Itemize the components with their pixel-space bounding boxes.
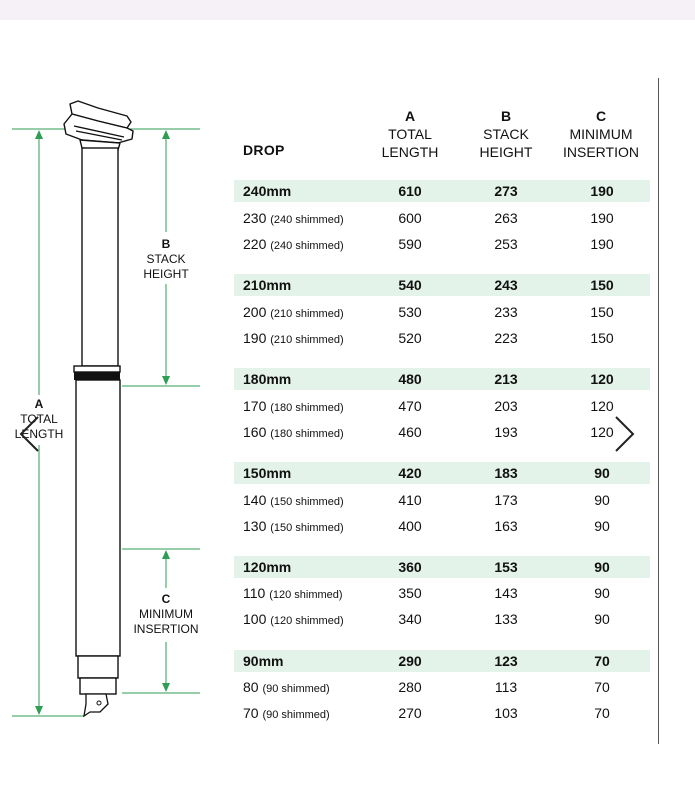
next-button[interactable] <box>610 414 640 454</box>
drop-value: 200 <box>243 304 267 320</box>
minimum-insertion-cell: 190 <box>590 183 614 199</box>
drop-cell <box>243 210 344 228</box>
stack-height-cell: 193 <box>494 424 518 440</box>
table-row <box>234 233 650 255</box>
shim-note: (150 shimmed) <box>270 522 344 534</box>
stack-height-cell: 113 <box>494 679 518 695</box>
stack-height-cell: 173 <box>494 492 518 508</box>
minimum-insertion-cell: 150 <box>590 330 614 346</box>
chevron-right-icon <box>610 414 640 454</box>
total-length-cell: 420 <box>398 465 422 481</box>
drop-cell <box>243 585 343 603</box>
minimum-insertion-label: C MINIMUM INSERTION <box>133 592 199 636</box>
stack-height-header: B STACK HEIGHT <box>479 108 533 160</box>
total-length-cell: 520 <box>398 330 422 346</box>
shim-note: (90 shimmed) <box>262 709 330 721</box>
minimum-insertion-cell: 70 <box>594 705 610 721</box>
total-length-cell: 530 <box>398 304 422 320</box>
table-row <box>234 676 650 698</box>
stack-height-cell: 253 <box>494 236 518 252</box>
minimum-insertion-cell: 90 <box>594 492 610 508</box>
table-row <box>234 702 650 724</box>
drop-value: 240mm <box>243 183 292 199</box>
stack-height-cell: 263 <box>494 210 518 226</box>
minimum-insertion-cell: 90 <box>594 465 610 481</box>
total-length-cell: 460 <box>398 424 422 440</box>
shim-note: (150 shimmed) <box>270 496 344 508</box>
stack-height-cell: 203 <box>494 398 518 414</box>
drop-value: 140 <box>243 492 267 508</box>
table-row <box>234 180 650 202</box>
shim-note: (240 shimmed) <box>270 214 344 226</box>
minimum-insertion-cell: 90 <box>594 559 610 575</box>
table-row <box>234 608 650 630</box>
drop-value: 100 <box>243 611 267 627</box>
total-length-label: A TOTAL LENGTH <box>14 397 64 441</box>
drop-value: 210mm <box>243 277 292 293</box>
total-length-cell: 270 <box>398 705 422 721</box>
minimum-insertion-cell: 70 <box>594 679 610 695</box>
previous-button[interactable] <box>14 414 44 454</box>
drop-value: 70 <box>243 705 259 721</box>
drop-value: 150mm <box>243 465 292 481</box>
minimum-insertion-cell: 70 <box>594 653 610 669</box>
seatpost-diagram <box>0 0 230 805</box>
table-row <box>234 650 650 672</box>
total-length-cell: 280 <box>398 679 422 695</box>
stack-height-cell: 123 <box>494 653 518 669</box>
minimum-insertion-cell: 90 <box>594 611 610 627</box>
drop-cell <box>243 518 344 536</box>
minimum-insertion-cell: 120 <box>590 371 614 387</box>
shim-note: (120 shimmed) <box>269 589 343 601</box>
drop-cell <box>243 236 344 254</box>
drop-value: 220 <box>243 236 267 252</box>
stack-height-label: B STACK HEIGHT <box>143 237 189 281</box>
minimum-insertion-cell: 150 <box>590 277 614 293</box>
minimum-insertion-cell: 190 <box>590 236 614 252</box>
table-row <box>234 421 650 443</box>
total-length-cell: 350 <box>398 585 422 601</box>
shim-note: (120 shimmed) <box>270 615 344 627</box>
table-row <box>234 327 650 349</box>
minimum-insertion-cell: 120 <box>590 398 614 414</box>
shim-note: (90 shimmed) <box>262 683 330 695</box>
total-length-header: A TOTAL LENGTH <box>381 108 439 160</box>
table-row <box>234 489 650 511</box>
drop-value: 160 <box>243 424 267 440</box>
drop-cell <box>243 424 344 442</box>
drop-cell <box>243 492 344 510</box>
drop-value: 190 <box>243 330 267 346</box>
drop-cell <box>243 371 291 387</box>
table-row <box>234 556 650 578</box>
table-row <box>234 462 650 484</box>
table-row <box>234 395 650 417</box>
drop-value: 80 <box>243 679 259 695</box>
drop-value: 120mm <box>243 559 292 575</box>
table-row <box>234 515 650 537</box>
total-length-cell: 590 <box>398 236 422 252</box>
stack-height-cell: 243 <box>494 277 518 293</box>
total-length-cell: 470 <box>398 398 422 414</box>
table-row <box>234 274 650 296</box>
total-length-cell: 540 <box>398 277 422 293</box>
stack-height-cell: 223 <box>494 330 518 346</box>
total-length-cell: 480 <box>398 371 422 387</box>
total-length-cell: 600 <box>398 210 422 226</box>
drop-cell <box>243 398 344 416</box>
drop-value: 180mm <box>243 371 292 387</box>
stack-height-cell: 213 <box>494 371 518 387</box>
shim-note: (240 shimmed) <box>270 240 344 252</box>
drop-value: 130 <box>243 518 267 534</box>
drop-cell <box>243 611 344 629</box>
divider <box>658 78 659 744</box>
stack-height-cell: 143 <box>494 585 518 601</box>
table-row <box>234 301 650 323</box>
minimum-insertion-cell: 150 <box>590 304 614 320</box>
stack-height-cell: 183 <box>494 465 518 481</box>
table-row <box>234 368 650 390</box>
drop-cell <box>243 465 291 481</box>
table-row <box>234 582 650 604</box>
stack-height-cell: 233 <box>494 304 518 320</box>
drop-cell <box>243 679 330 697</box>
stack-height-cell: 133 <box>494 611 518 627</box>
stack-height-cell: 153 <box>494 559 518 575</box>
drop-value: 230 <box>243 210 267 226</box>
stack-height-cell: 103 <box>494 705 518 721</box>
drop-cell <box>243 277 291 293</box>
stack-height-cell: 273 <box>494 183 518 199</box>
minimum-insertion-cell: 120 <box>590 424 614 440</box>
drop-cell <box>243 705 330 723</box>
total-length-cell: 340 <box>398 611 422 627</box>
shim-note: (210 shimmed) <box>270 334 344 346</box>
drop-header: DROP <box>243 142 285 158</box>
shim-note: (180 shimmed) <box>270 402 344 414</box>
drop-cell <box>243 559 291 575</box>
table-row <box>234 207 650 229</box>
drop-cell <box>243 304 344 322</box>
chevron-left-icon <box>14 414 44 454</box>
drop-value: 90mm <box>243 653 284 669</box>
minimum-insertion-cell: 90 <box>594 518 610 534</box>
total-length-cell: 290 <box>398 653 422 669</box>
minimum-insertion-header: C MINIMUM INSERTION <box>563 108 639 160</box>
drop-cell <box>243 183 291 199</box>
drop-value: 110 <box>243 585 266 601</box>
shim-note: (210 shimmed) <box>270 308 344 320</box>
total-length-cell: 400 <box>398 518 422 534</box>
shim-note: (180 shimmed) <box>270 428 344 440</box>
total-length-cell: 610 <box>398 183 422 199</box>
drop-value: 170 <box>243 398 267 414</box>
drop-cell <box>243 653 283 669</box>
minimum-insertion-cell: 90 <box>594 585 610 601</box>
minimum-insertion-cell: 190 <box>590 210 614 226</box>
stack-height-cell: 163 <box>494 518 518 534</box>
drop-cell <box>243 330 344 348</box>
total-length-cell: 410 <box>398 492 422 508</box>
total-length-cell: 360 <box>398 559 422 575</box>
